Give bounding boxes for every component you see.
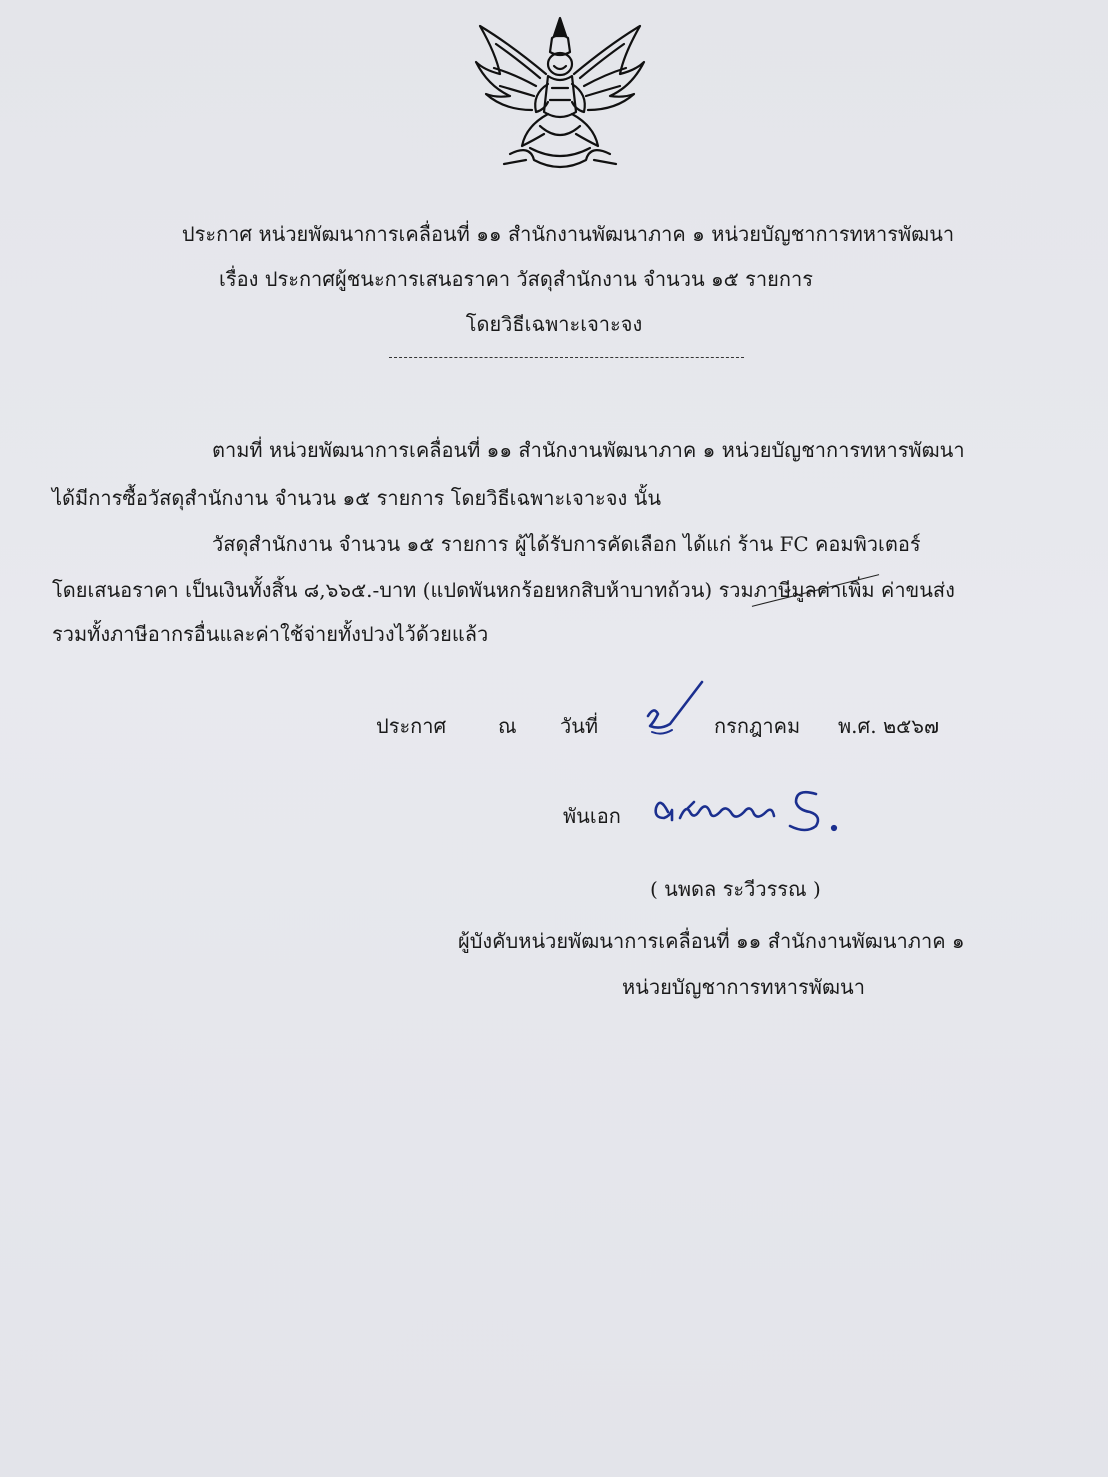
paragraph-1-line-1: ตามที่ หน่วยพัฒนาการเคลื่อนที่ ๑๑ สำนักงานพัฒนาภาค ๑ หน่วยบัญชาการทหารพัฒนา [212,438,965,462]
procurement-method: โดยวิธีเฉพาะเจาะจง [465,312,643,336]
header-divider [389,357,744,358]
signatory-position-line-1: ผู้บังคับหน่วยพัฒนาการเคลื่อนที่ ๑๑ สำนักงานพัฒนาภาค ๑ [458,929,965,953]
date-day-label: วันที่ [560,714,599,738]
signatory-position-line-2: หน่วยบัญชาการทหารพัฒนา [622,975,865,999]
paragraph-2-line-2 [52,576,955,604]
paragraph-3: รวมทั้งภาษีอากรอื่นและค่าใช้จ่ายทั้งปวงไว้ด้วยแล้ว [52,622,489,646]
signatory-rank: พันเอก [563,804,621,828]
announcement-subject: เรื่อง ประกาศผู้ชนะการเสนอราคา วัสดุสำนักงาน จำนวน ๑๕ รายการ [219,267,813,291]
announcement-title: ประกาศ หน่วยพัฒนาการเคลื่อนที่ ๑๑ สำนักงานพัฒนาภาค ๑ หน่วยบัญชาการทหารพัฒนา [181,222,955,246]
garuda-emblem-icon [470,14,650,176]
signature-icon [650,782,850,838]
date-at-label: ณ [498,714,517,738]
price-text: โดยเสนอราคา เป็นเงินทั้งสิ้น ๘,๖๖๕.-บาท (แปดพันหกร้อยหกสิบห้าบาทถ้วน) รวม [52,578,754,602]
handwritten-day-mark-icon [640,676,710,746]
struck-vat-text: ภาษีมูลค่าเพิ่ม [753,578,875,602]
date-year: พ.ศ. ๒๕๖๗ [838,714,940,738]
date-announce-label: ประกาศ [376,714,447,738]
date-month: กรกฎาคม [714,714,801,738]
paragraph-2-line-1: วัสดุสำนักงาน จำนวน ๑๕ รายการ ผู้ได้รับการคัดเลือก ได้แก่ ร้าน FC คอมพิวเตอร์ [212,532,921,556]
paragraph-1-line-2: ได้มีการซื้อวัสดุสำนักงาน จำนวน ๑๕ รายการ โดยวิธีเฉพาะเจาะจง นั้น [52,486,661,510]
shipping-text: ค่าขนส่ง [874,578,955,602]
signatory-name: ( นพดล ระวีวรรณ ) [650,877,821,901]
